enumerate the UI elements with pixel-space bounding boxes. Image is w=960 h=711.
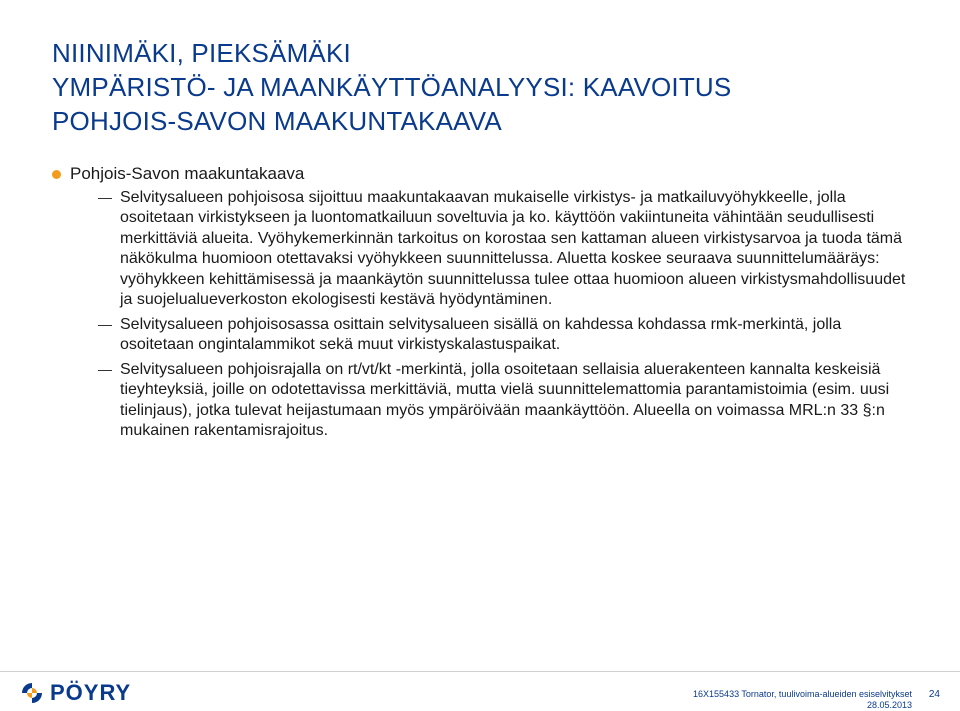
sub-bullet-1-text: Selvitysalueen pohjoisosa sijoittuu maakuntakaavan mukaiselle virkistys- ja matkailuvyöhykkeelle, jolla osoitetaan virkistykseen ja luontomatkailuun soveltuvia ja ko. käyttöön vakiintuneita vähintään seudullisesti merkittäviä alueita. Vyöhykemerkinnän tarkoitus on korostaa sen kattaman alueen virkistysarvoa ja tuoda tämä näkökulma huomioon otettavaksi vyöhykkeen suunnittelussa. Aluetta koskee seuraava suunnittelumääräys: vyöhykkeen kehittämisessä ja maankäytön suunnittelussa tulee ottaa huomioon alueen virkistysmahdollisuudet ja suojelualueverkoston ekologisesti kestävä hyödyntäminen. — [120, 188, 906, 308]
poyry-logo — [20, 681, 131, 705]
page-number: 24 — [928, 689, 940, 700]
footer-project: 16X155433 Tornator, tuulivoima-alueiden esiselvitykset — [693, 689, 912, 699]
bullet-dot-icon — [52, 170, 61, 179]
title-line-3: POHJOIS-SAVON MAAKUNTAKAAVA — [52, 106, 502, 136]
dash-icon — [98, 370, 112, 372]
dash-icon — [98, 325, 112, 327]
sub-bullet-3-text: Selvitysalueen pohjoisrajalla on rt/vt/kt -merkintä, jolla osoitetaan sellaisia aluerakenteen kannalta keskeisiä tieyhteyksiä, joille on odotettavissa merkittäviä, mutta vielä suunnittelemattomia parantamistoimia (esim. uusi tielinjaus), jotka tulevat heijastumaan myös ympäröivään maankäyttöön. Alueella on voimassa MRL:n 33 §:n mukainen rakentamisrajoitus. — [120, 360, 890, 439]
sub-bullet-2 — [52, 315, 912, 356]
title-line-2: YMPÄRISTÖ- JA MAANKÄYTTÖANALYYSI: KAAVOITUS — [52, 72, 732, 102]
sub-bullet-2-text: Selvitysalueen pohjoisosassa osittain selvitysalueen sisällä on kahdessa kohdassa rmk-merkintä, jolla osoitetaan ongintalammikot sekä muut virkistyskalastuspaikat. — [120, 315, 842, 353]
slide-content — [52, 164, 912, 446]
footer-divider — [0, 671, 960, 672]
bullet-main — [52, 164, 912, 185]
poyry-logo-text: PÖYRY — [50, 680, 132, 705]
poyry-logo-icon — [20, 681, 44, 705]
sub-bullet-1 — [52, 188, 912, 311]
footer-date: 28.05.2013 — [866, 700, 912, 710]
bullet-main-text: Pohjois-Savon maakuntakaava — [70, 164, 305, 183]
dash-icon — [98, 198, 112, 200]
footer-note — [693, 689, 912, 711]
title-line-1: NIINIMÄKI, PIEKSÄMÄKI — [52, 38, 351, 68]
sub-bullet-3 — [52, 360, 912, 442]
slide-title — [52, 36, 731, 138]
